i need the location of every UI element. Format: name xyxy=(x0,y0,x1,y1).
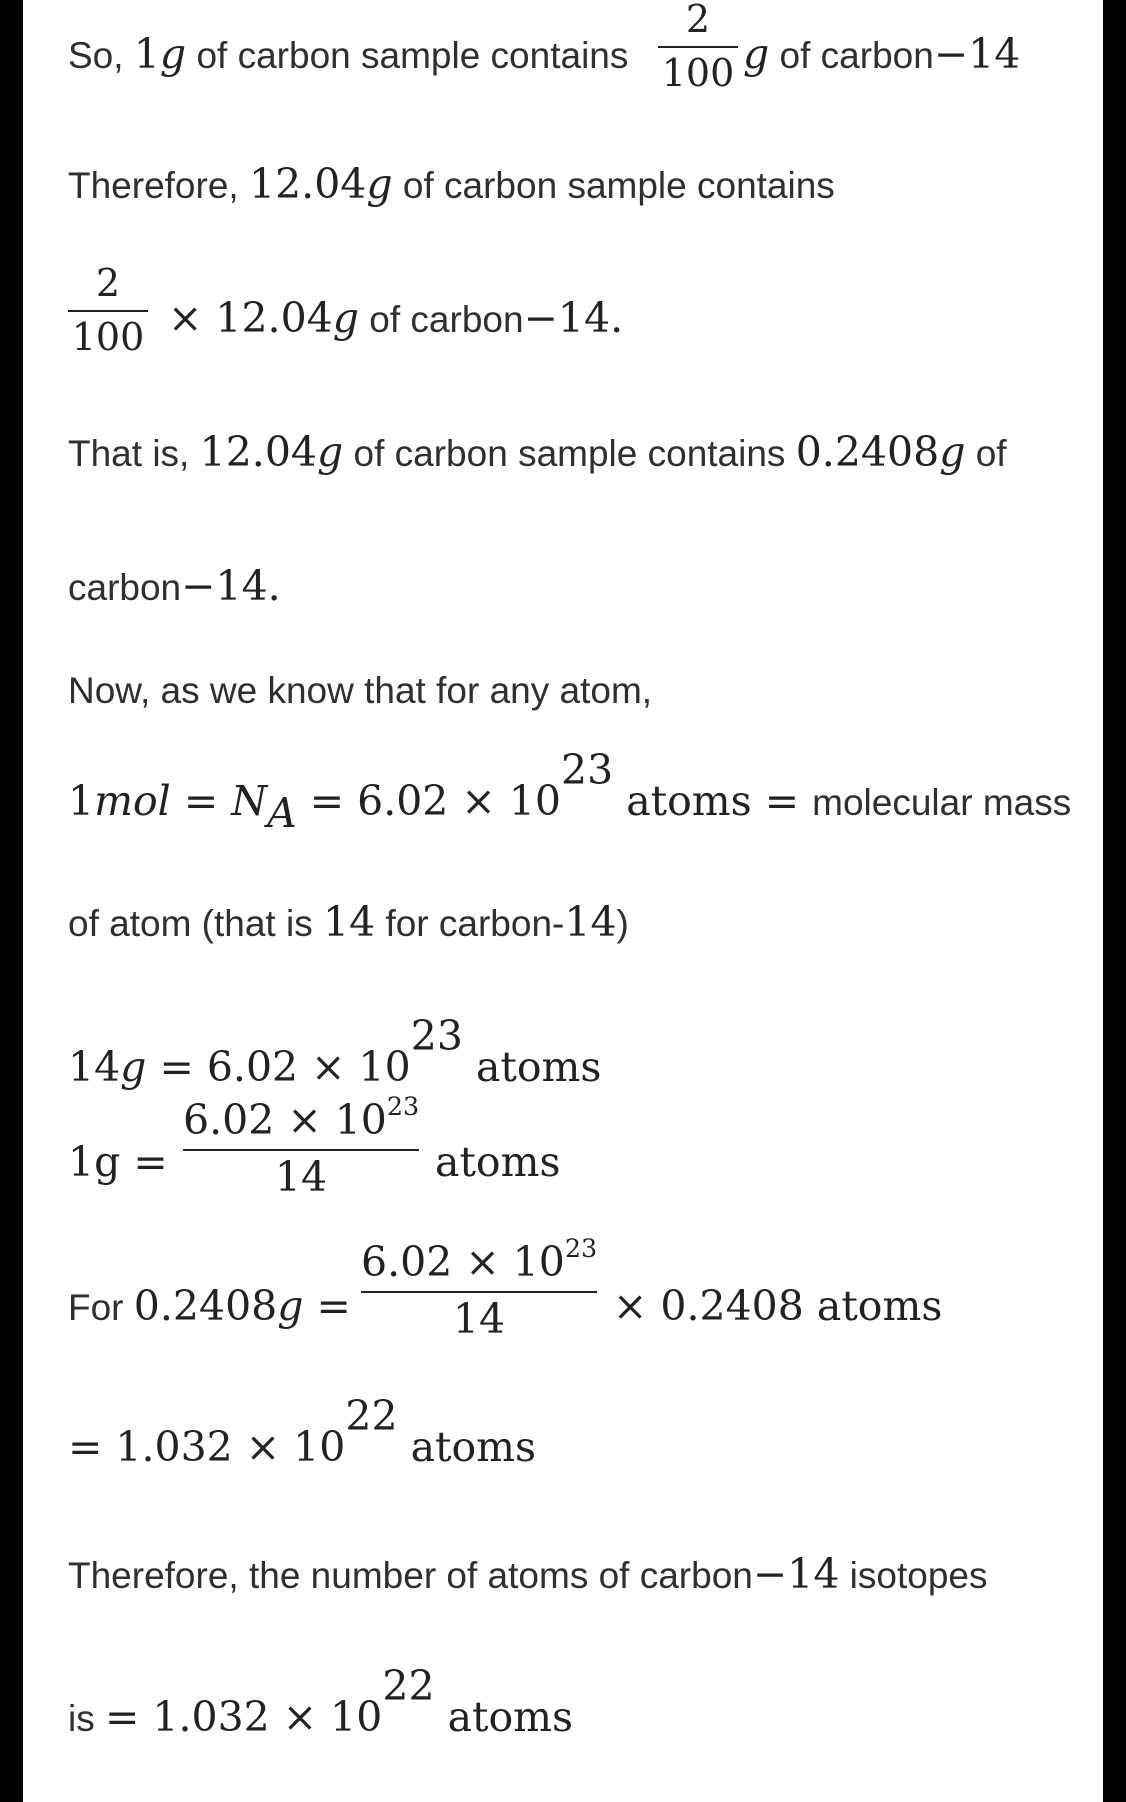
fraction-denominator: 14 xyxy=(452,1295,506,1343)
math: = 6.02 × 10 xyxy=(296,776,561,825)
math: −14. xyxy=(181,562,281,610)
line-1-tail xyxy=(743,30,1021,78)
line-1 xyxy=(68,30,629,78)
math: 6.02 × 10 xyxy=(361,1238,565,1286)
line-11 xyxy=(68,1282,351,1330)
text: for carbon- xyxy=(375,903,565,944)
math: = 1.032 × 10 xyxy=(68,1422,346,1471)
math: g xyxy=(277,1282,304,1330)
fraction-denominator: 100 xyxy=(661,51,735,95)
math: = xyxy=(303,1282,351,1330)
text: So, xyxy=(68,35,134,76)
text: of carbon xyxy=(769,35,934,76)
math: × 12.04 xyxy=(168,294,333,342)
math: g xyxy=(743,30,770,78)
line-6 xyxy=(68,672,652,709)
text: is xyxy=(68,1697,105,1739)
fraction-numerator: 2 xyxy=(685,0,711,41)
fraction-2-over-100 xyxy=(658,0,738,95)
line-11-tail xyxy=(613,1282,943,1330)
text: Therefore, xyxy=(68,165,249,206)
math: × 0.2408 atoms xyxy=(613,1282,943,1330)
line-3 xyxy=(168,294,624,342)
math-exponent: 23 xyxy=(410,1012,463,1060)
math: 12.04 xyxy=(199,428,317,476)
text: Therefore, the number of atoms of carbon xyxy=(68,1555,753,1596)
fraction-numerator xyxy=(183,1090,420,1144)
fraction-2-over-100 xyxy=(68,261,148,359)
math: −14. xyxy=(523,294,624,342)
math: atoms xyxy=(397,1422,537,1471)
math: atoms xyxy=(434,1692,574,1741)
math: g xyxy=(120,1042,147,1091)
line-2 xyxy=(68,160,835,208)
solution-page xyxy=(23,0,1103,1802)
text: of carbon sample contains xyxy=(343,433,796,474)
text: Now, as we know that for any atom, xyxy=(68,670,653,711)
math: atoms = xyxy=(613,776,813,825)
line-12 xyxy=(68,1392,537,1471)
math: 1 xyxy=(68,776,95,825)
math: 6.02 × 10 xyxy=(183,1096,387,1144)
math: atoms xyxy=(435,1138,561,1186)
math: −14 xyxy=(933,30,1021,78)
text: of carbon sample contains xyxy=(186,35,629,76)
math: g xyxy=(316,428,344,476)
math: = 6.02 × 10 xyxy=(146,1042,411,1091)
text: of atom (that is xyxy=(68,903,323,944)
math: 14 xyxy=(68,1042,121,1091)
math-subscript: A xyxy=(267,789,297,838)
text: For xyxy=(68,1287,134,1328)
text: That is, xyxy=(68,433,200,474)
math: −14 xyxy=(752,1550,840,1598)
fraction-denominator: 100 xyxy=(71,315,145,359)
text: isotopes xyxy=(839,1555,988,1596)
math: atoms xyxy=(462,1042,602,1091)
fraction-bar xyxy=(183,1149,419,1151)
text: of carbon sample contains xyxy=(392,165,835,206)
line-7 xyxy=(68,746,1072,838)
text: of carbon xyxy=(359,299,524,340)
line-9 xyxy=(68,1012,602,1091)
line-14 xyxy=(68,1662,574,1741)
fraction-bar xyxy=(361,1291,597,1293)
math: 12.04 xyxy=(248,160,367,208)
fraction-avogadro-over-14 xyxy=(361,1232,598,1343)
math: = xyxy=(170,776,232,825)
math: N xyxy=(231,776,268,825)
math: 14 xyxy=(323,898,376,946)
math: 1g = xyxy=(68,1138,168,1186)
line-8 xyxy=(68,898,629,946)
math-exponent: 23 xyxy=(386,1090,420,1121)
text: carbon xyxy=(68,567,182,608)
math: g xyxy=(159,30,187,78)
math: g xyxy=(366,160,393,208)
fraction-bar xyxy=(68,310,148,312)
text: ) xyxy=(616,903,629,944)
math: 1 xyxy=(133,30,160,78)
text: of xyxy=(965,433,1007,474)
fraction-bar xyxy=(658,46,738,48)
math-exponent: 23 xyxy=(561,746,614,794)
math: g xyxy=(939,428,966,476)
line-4 xyxy=(68,428,1007,476)
math: g xyxy=(332,294,360,342)
math-exponent: 22 xyxy=(345,1392,398,1440)
fraction-avogadro-over-14 xyxy=(183,1090,420,1201)
line-10-tail xyxy=(435,1138,561,1186)
math: 0.2408 xyxy=(133,1282,278,1330)
line-13 xyxy=(68,1550,988,1598)
math: mol xyxy=(94,776,171,825)
math: = 1.032 × 10 xyxy=(105,1692,383,1741)
fraction-numerator: 2 xyxy=(95,261,121,305)
math-exponent: 22 xyxy=(382,1662,435,1710)
line-10 xyxy=(68,1138,168,1186)
math-exponent: 23 xyxy=(564,1232,598,1263)
fraction-numerator xyxy=(361,1232,598,1286)
math: 14 xyxy=(564,898,617,946)
fraction-denominator: 14 xyxy=(274,1153,328,1201)
math: 0.2408 xyxy=(795,428,940,476)
line-5 xyxy=(68,562,281,610)
text: molecular mass xyxy=(812,781,1072,823)
